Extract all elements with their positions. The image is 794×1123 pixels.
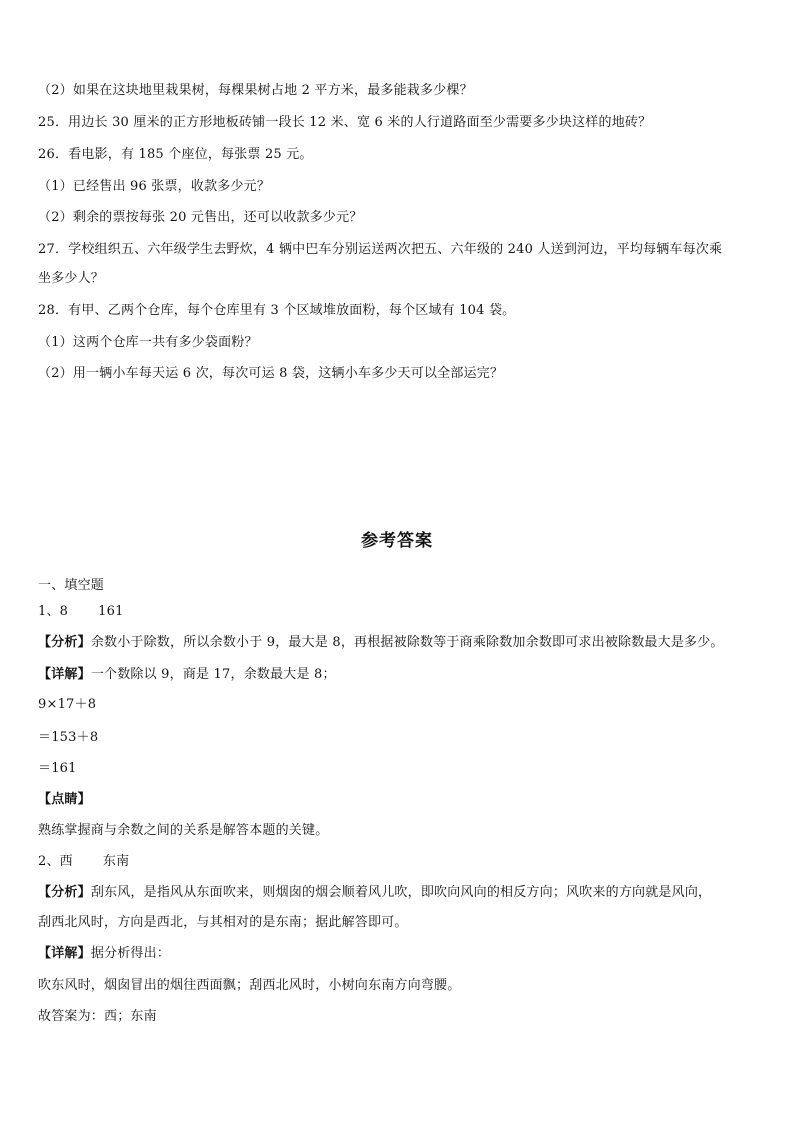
tip-tag bbox=[38, 792, 91, 808]
answer-2-first: 2、西 bbox=[38, 854, 73, 869]
analysis-tag: 【分析】 bbox=[38, 635, 91, 650]
answer-2-header bbox=[38, 854, 129, 870]
question-27-line-1: 27．学校组织五、六年级学生去野炊，4 辆中巴车分别运送两次把五、六年级的 240 人送到河边，平均每辆车每次乘 bbox=[38, 242, 723, 257]
analysis-text: 余数小于除数，所以余数小于 9，最大是 8，再根据被除数等于商乘除数加余数即可求出被除数最大是多少。 bbox=[90, 635, 724, 650]
calc-line-1: 9×17＋8 bbox=[38, 697, 97, 712]
answer-2-second: 东南 bbox=[102, 854, 130, 869]
detail-tag: 【详解】 bbox=[38, 667, 91, 682]
answer-2-line-2: 故答案为：西；东南 bbox=[38, 1009, 157, 1024]
question-27-line-2: 坐多少人？ bbox=[38, 271, 105, 286]
question-26: 26．看电影，有 185 个座位，每张票 25 元。 bbox=[38, 147, 313, 162]
answer-1-header bbox=[38, 604, 124, 620]
analysis-tag: 【分析】 bbox=[38, 885, 91, 900]
detail-text: 据分析得出： bbox=[90, 946, 171, 961]
question-24-part-2: （2）如果在这块地里栽果树，每棵果树占地 2 平方米，最多能栽多少棵？ bbox=[38, 83, 473, 98]
answer-1-analysis bbox=[38, 635, 724, 651]
answers-title: 参考答案 bbox=[361, 531, 433, 551]
detail-tag: 【详解】 bbox=[38, 946, 91, 961]
answer-1-first: 1、8 bbox=[38, 604, 69, 619]
question-26-part-1: （1）已经售出 96 张票，收款多少元？ bbox=[38, 179, 271, 194]
answer-1-second: 161 bbox=[98, 604, 124, 619]
answer-2-detail bbox=[38, 946, 170, 962]
answer-2-line-1: 吹东风时，烟囱冒出的烟往西面飘；刮西北风时，小树向东南方向弯腰。 bbox=[38, 978, 461, 993]
question-25: 25．用边长 30 厘米的正方形地板砖铺一段长 12 米、宽 6 米的人行道路面至少需要多少块这样的地砖？ bbox=[38, 115, 652, 130]
question-28-part-1: （1）这两个仓库一共有多少袋面粉？ bbox=[38, 335, 258, 350]
question-28: 28．有甲、乙两个仓库，每个仓库里有 3 个区域堆放面粉，每个区域有 104 袋。 bbox=[38, 303, 516, 318]
question-28-part-2: （2）用一辆小车每天运 6 次，每次可运 8 袋，这辆小车多少天可以全部运完？ bbox=[38, 366, 504, 381]
section-heading: 一、填空题 bbox=[38, 578, 105, 593]
answer-1-detail bbox=[38, 667, 336, 683]
calc-line-2: ＝153＋8 bbox=[38, 730, 99, 745]
answer-2-analysis-line-2: 刮西北风时，方向是西北，与其相对的是东南；据此解答即可。 bbox=[38, 915, 408, 930]
question-26-part-2: （2）剩余的票按每张 20 元售出，还可以收款多少元？ bbox=[38, 210, 363, 225]
calc-line-3: ＝161 bbox=[38, 761, 77, 776]
detail-text: 一个数除以 9，商是 17，余数最大是 8； bbox=[90, 667, 336, 682]
answer-2-analysis-line-1 bbox=[38, 885, 711, 901]
tip-tag-text: 【点睛】 bbox=[38, 792, 91, 807]
analysis-text: 刮东风，是指风从东面吹来，则烟囱的烟会顺着风儿吹，即吹向风向的相反方向；风吹来的方向就是风向， bbox=[90, 885, 712, 900]
tip-text: 熟练掌握商与余数之间的关系是解答本题的关键。 bbox=[38, 823, 329, 838]
